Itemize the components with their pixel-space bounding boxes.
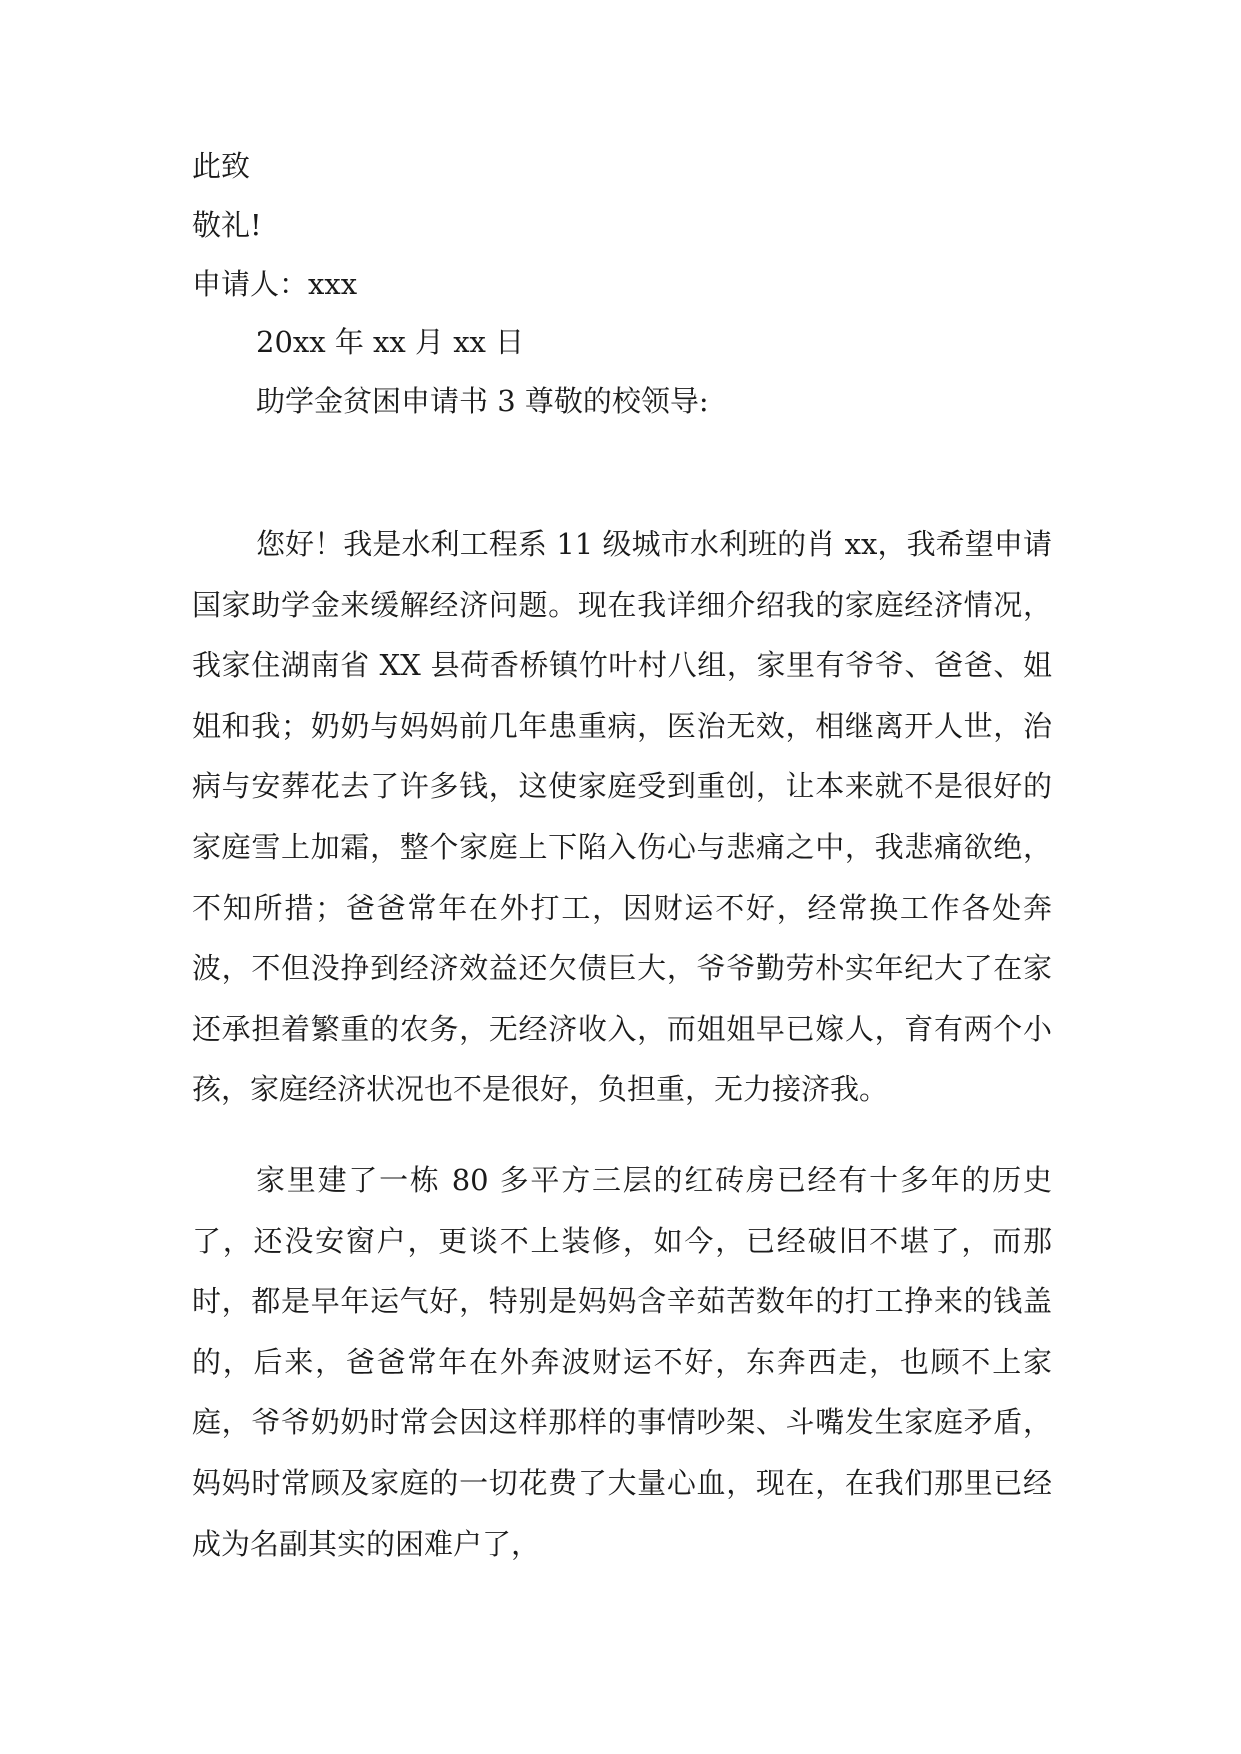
body-paragraph-2: 家里建了一栋 80 多平方三层的红砖房已经有十多年的历史了，还没安窗户，更谈不上装修，如今，已经破旧不堪了，而那时，都是早年运气好，特别是妈妈含辛茹苦数年的打工挣来的钱盖的，后来，爸爸常年在外奔波财运不好，东奔西走，也顾不上家庭，爷爷奶奶时常会因这样那样的事情吵架、斗嘴发生家庭矛盾，妈妈时常顾及家庭的一切花费了大量心血，现在，在我们那里已经成为名副其实的困难户了， xyxy=(192,1163,1052,1561)
document-heading: 助学金贫困申请书 3 尊敬的校领导: xyxy=(256,384,709,418)
applicant-signature: 申请人：xxx xyxy=(192,267,358,301)
closing-regards: 敬礼! xyxy=(192,208,262,242)
closing-salutation: 此致 xyxy=(192,149,251,183)
body-paragraph-1: 您好！我是水利工程系 11 级城市水利班的肖 xx，我希望申请国家助学金来缓解经济问题。现在我详细介绍我的家庭经济情况，我家住湖南省 XX 县荷香桥镇竹叶村八组，家里有爷爷、爸爸、姐姐和我；奶奶与妈妈前几年患重病，医治无效，相继离开人世，治病与安葬花去了许多钱，这使家庭受到重创，让本来就不是很好的家庭雪上加霜，整个家庭上下陷入伤心与悲痛之中，我悲痛欲绝，不知所措；爸爸常年在外打工，因财运不好，经常换工作各处奔波，不但没挣到经济效益还欠债巨大，爷爷勤劳朴实年纪大了在家还承担着繁重的农务，无经济收入，而姐姐早已嫁人，育有两个小孩，家庭经济状况也不是很好，负担重，无力接济我。 xyxy=(192,527,1052,1107)
application-date: 20xx 年 xx 月 xx 日 xyxy=(256,325,525,359)
